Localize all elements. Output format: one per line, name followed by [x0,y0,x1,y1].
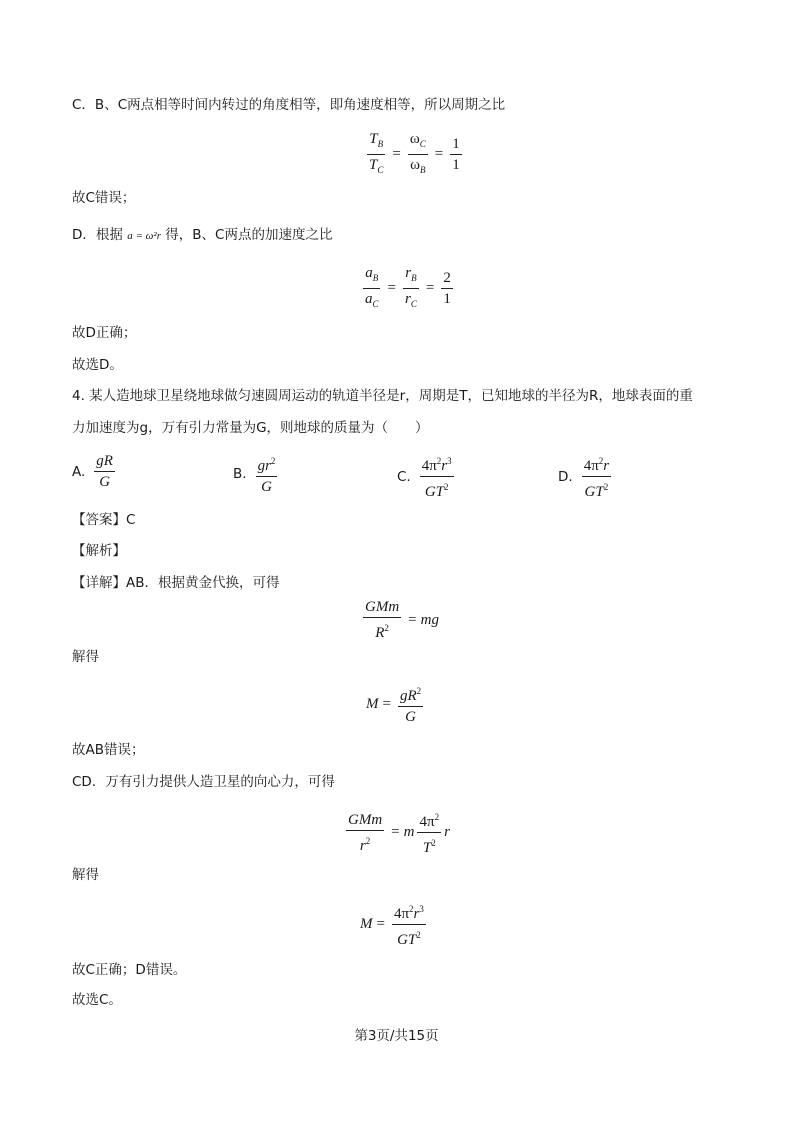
text-cd-analysis: CD．万有引力提供人造卫星的向心力，可得 [72,774,335,790]
question-4-line-2: 力加速度为g，万有引力常量为G，则地球的质量为（ ） [72,420,429,436]
text-choose-d: 故选D。 [72,357,123,373]
text-d-right: 故D正确； [72,325,137,341]
option-c[interactable]: C. $\frac{4\pi^2r^3}{GT^2}$ [397,452,457,501]
option-b[interactable]: B. $\frac{gr^2}{G}$ [233,452,280,496]
answer-label: 【答案】C [72,512,136,528]
option-d[interactable]: D. $\frac{4\pi^2r}{GT^2}$ [558,452,614,501]
text-solve-2: 解得 [72,867,99,883]
equation-period-ratio: $\frac{T_B}{T_C}$ = $\frac{\omega_C}{\omega_B}$ = $\frac{1}{1}$ [369,131,460,175]
text-option-c-analysis: C．B、C两点相等时间内转过的角度相等，即角速度相等，所以周期之比 [72,97,506,113]
detail-ab: 【详解】AB．根据黄金代换，可得 [72,575,280,591]
formula-a-omega-r: a = ω²r [127,230,161,242]
text-ab-wrong: 故AB错误； [72,742,145,758]
text-option-d-analysis: D．根据 a = ω²r 得，B、C两点的加速度之比 [72,227,333,243]
page-footer: 第3页/共15页 [354,1028,439,1044]
text-solve-1: 解得 [72,649,99,665]
equation-mass-from-period: M = $\frac{4\pi^2r^3}{GT^2}$ [360,900,429,949]
text-c-wrong: 故C错误； [72,190,136,206]
equation-centripetal: $\frac{\text{GMm}}{r^2}$ = m $\frac{4\pi^2}{T^2}$ r [343,808,450,857]
equation-mass-from-g: M = $\frac{gR^2}{G}$ [366,682,426,726]
analysis-label: 【解析】 [72,543,126,559]
equation-acceleration-ratio: $\frac{a_B}{a_C}$ = $\frac{r_B}{r_C}$ = $\frac{2}{1}$ [365,265,451,309]
text-c-right-d-wrong: 故C正确；D错误。 [72,962,187,978]
equation-gold-substitution: $\frac{\text{GMm}}{R^2}$ = mg [365,599,439,641]
question-4-line-1: 4. 某人造地球卫星绕地球做匀速圆周运动的轨道半径是r，周期是T，已知地球的半径为R，地球表面的重 [72,388,693,404]
text-choose-c: 故选C。 [72,992,122,1008]
option-a[interactable]: A. $\frac{gR}{G}$ [72,453,113,490]
